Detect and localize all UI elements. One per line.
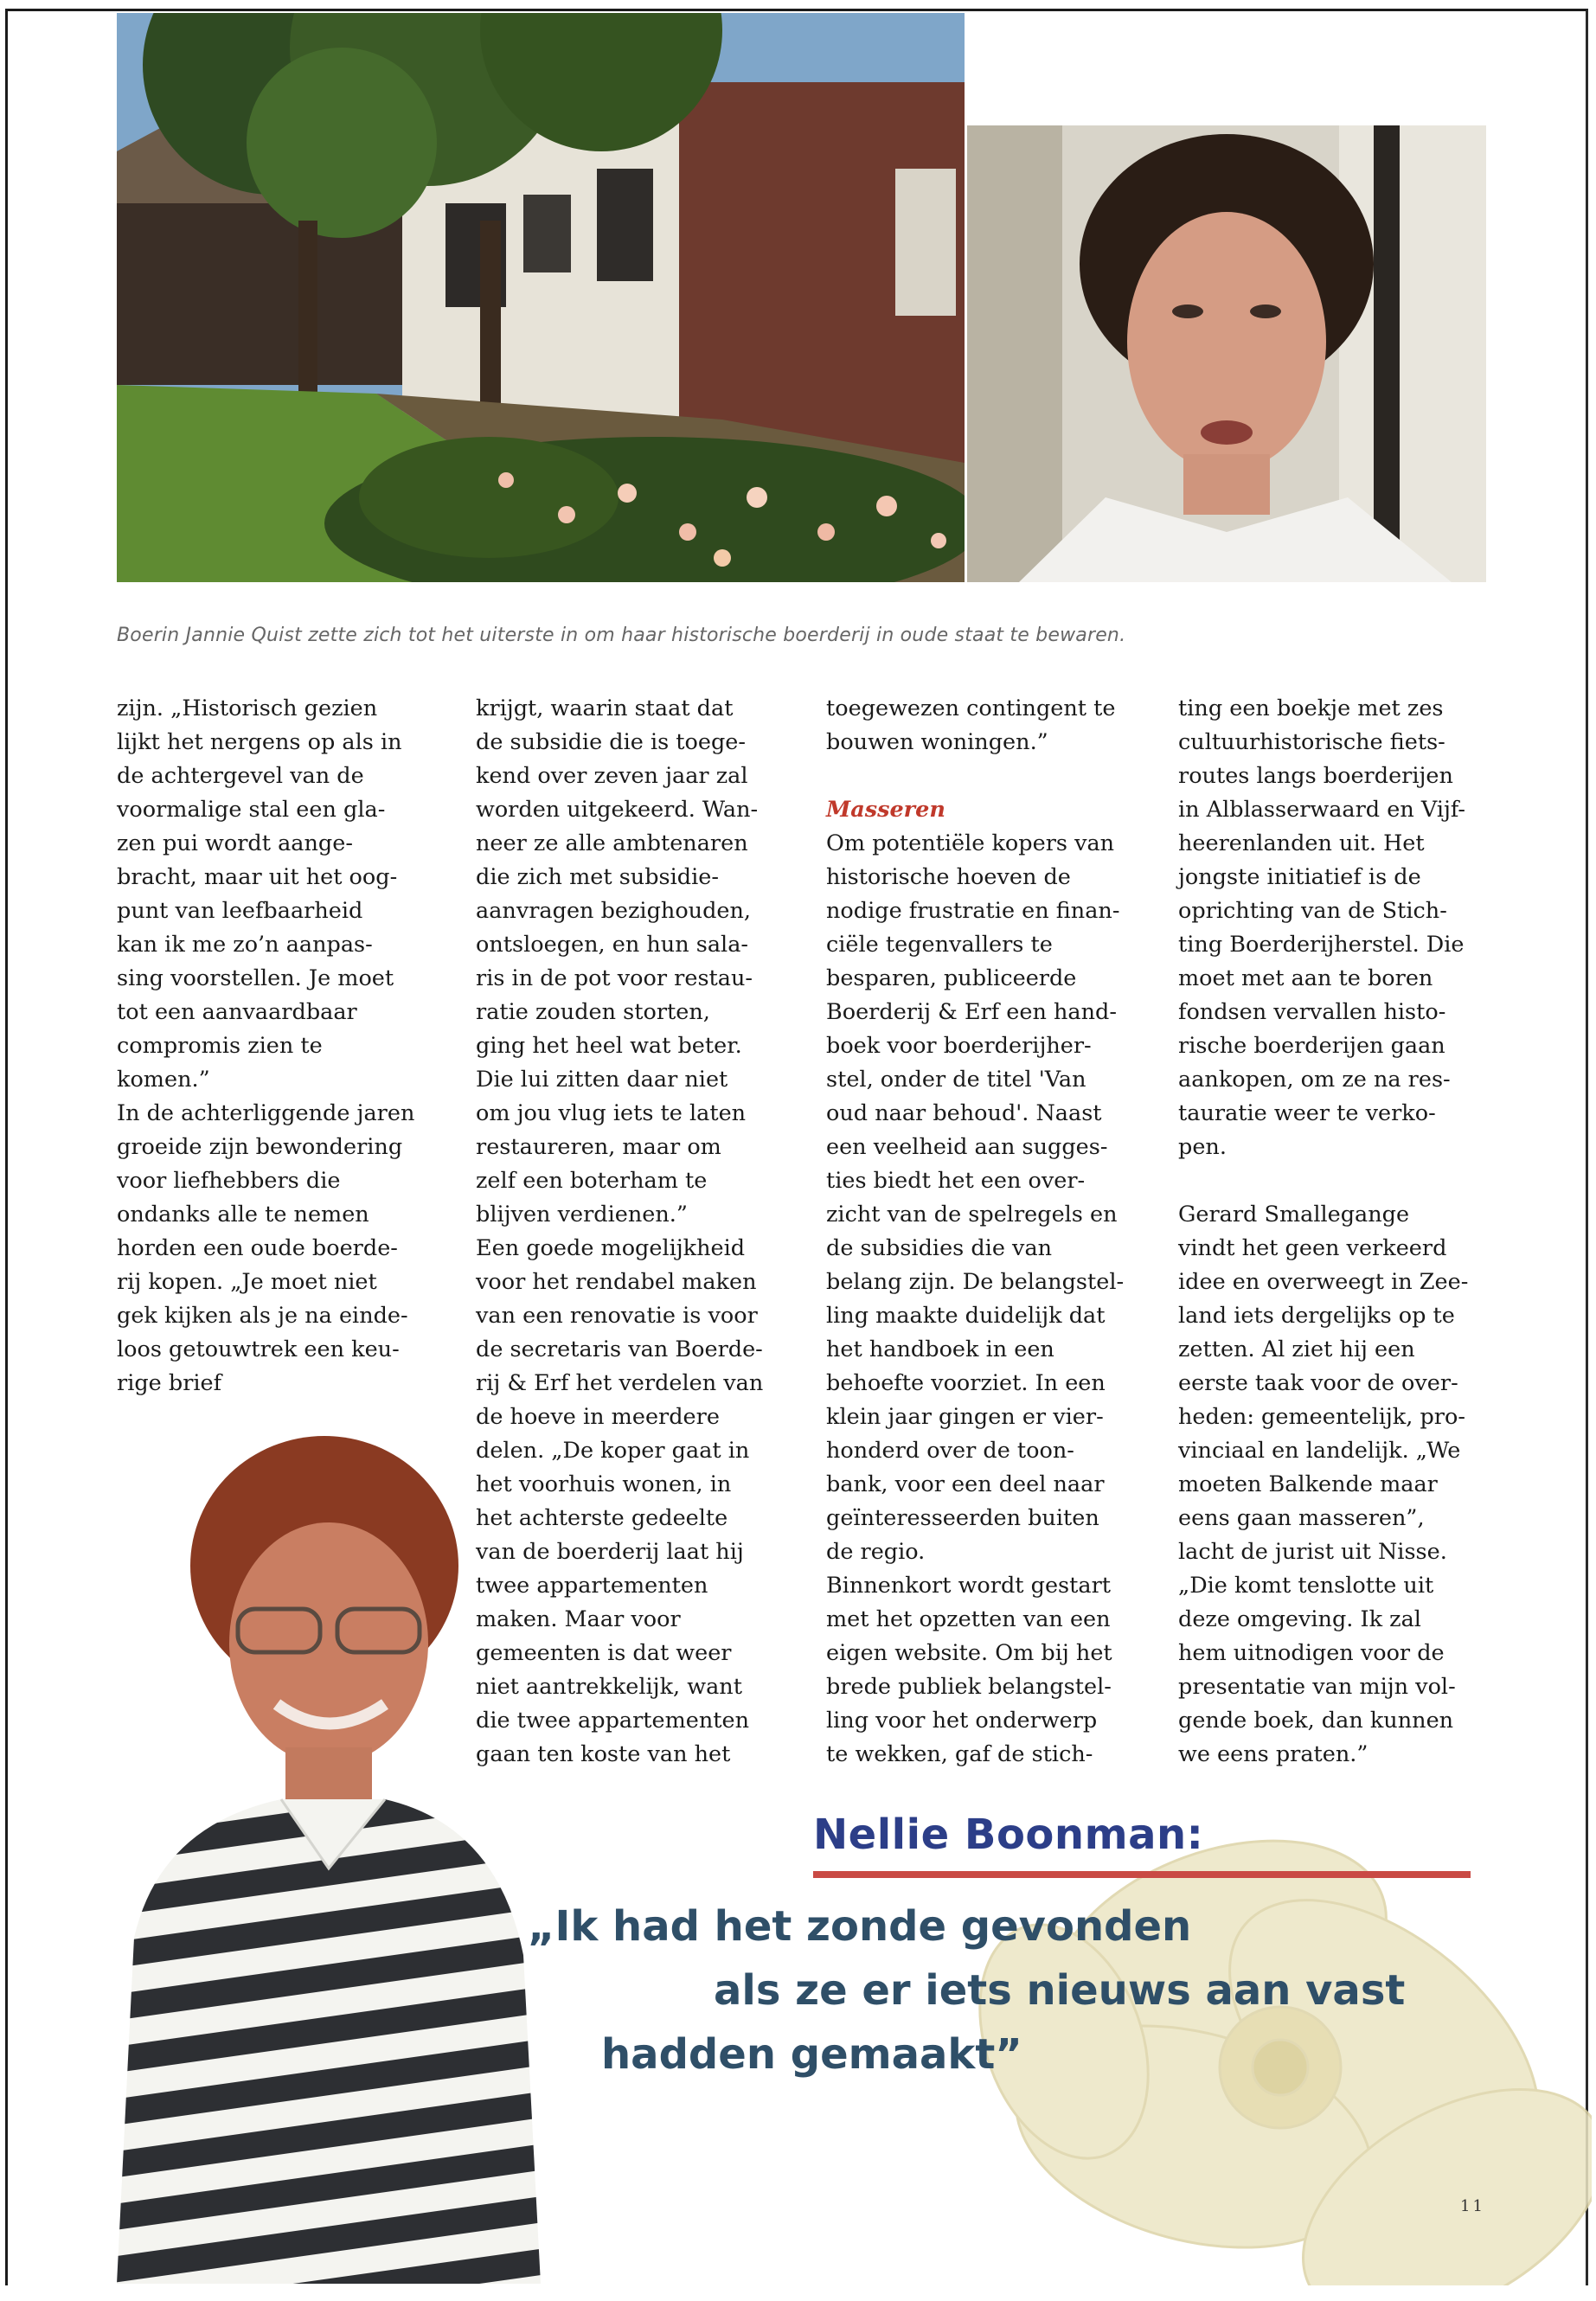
column-2-paragraph-2: Een goede mogelijkheid voor het rendabel maken van een renovatie is voor de secretaris van Boerde- rij & Erf het verdelen van de hoeve in meerdere delen. „De koper gaat in het voorhuis wonen, in het achterste gedeelte van de boerderij laat hij twee appartementen maken. Maar voor gemeenten is dat weer niet aantrekkelijk, want die twee appartementen gaan ten koste van het — [476, 1235, 764, 1767]
article-column-4 — [1178, 692, 1485, 1772]
column-1-paragraph-2: In de achterliggende jaren groeide zijn bewondering voor liefhebbers die ondanks alle te nemen horden een oude boerde- rij kopen. „Je moet niet gek kijken als je na einde- loos getouwtrek een keu- rige brief — [117, 1100, 415, 1396]
pullquote-name: Nellie Boonman: — [813, 1811, 1204, 1859]
subheading-masseren: Masseren — [826, 797, 945, 823]
column-3-paragraph-3: Binnenkort wordt gestart met het opzetten van een eigen website. Om bij het brede publiek belangstel- ling voor het onderwerp te wekken, gaf de stich- — [826, 1573, 1112, 1767]
farmhouse-garden-photo — [117, 13, 965, 582]
pullquote-line-3: hadden gemaakt” — [601, 2030, 1022, 2079]
column-2-paragraph-1: krijgt, waarin staat dat de subsidie die is toege- kend over zeven jaar zal worden uitgekeerd. Wan- neer ze alle ambtenaren die zich met subsidie- aanvragen bezighouden, ontsloegen, en hun sala- ris in de pot voor restau- ratie zouden storten, ging het heel wat beter. Die lui zitten daar niet om jou vlug iets te laten restaureren, maar om zelf een boterham te blijven verdienen.” — [476, 695, 759, 1227]
pullquote-text — [528, 1894, 1522, 2086]
column-3-paragraph-2: Om potentiële kopers van historische hoeven de nodige frustratie en finan- ciële tegenvallers te besparen, publiceerde Boerderij & Erf een hand- boek voor boerderijher- stel, onder de titel 'Van oud naar behoud'. Naast een veelheid aan sugges- ties biedt het een over- zicht van de spelregels en de subsidies die van belang zijn. De belangstel- ling maakte duidelijk dat het handboek in een behoefte voorziet. In een klein jaar gingen er vier- honderd over de toon- bank, voor een deel naar geïnteresseerden buiten de regio. — [826, 830, 1125, 1565]
article-column-3 — [826, 692, 1133, 1772]
pullquote-rule — [813, 1871, 1471, 1878]
pullquote-line-1: „Ik had het zonde gevonden — [528, 1902, 1192, 1951]
article-column-1 — [117, 692, 424, 1400]
column-1-paragraph-1: zijn. „Historisch gezien lijkt het nergens op als in de achtergevel van de voormalige stal een gla- zen pui wordt aange- bracht, maar uit het oog- punt van leefbaarheid kan ik me zo’n aanpas- sing voorstellen. Je moet tot een aanvaardbaar compromis zien te komen.” — [117, 695, 402, 1093]
column-4-paragraph-2: Gerard Smallegange vindt het geen verkeerd idee en overweegt in Zee- land iets dergelijks op te zetten. Al ziet hij een eerste taak voor de over- heden: gemeentelijk, pro- vinciaal en landelijk. „We moeten Balkende maar eens gaan masseren”, lacht de jurist uit Nisse. „Die komt tenslotte uit deze omgeving. Ik zal hem uitnodigen voor de presentatie van mijn vol- gende boek, dan kunnen we eens praten.” — [1178, 1202, 1469, 1767]
page-number: 11 — [1460, 2197, 1485, 2215]
pullquote-line-2: als ze er iets nieuws aan vast — [714, 1966, 1406, 2015]
photo-caption: Boerin Jannie Quist zette zich tot het uiterste in om haar historische boerderij in oude staat te bewaren. — [117, 625, 1126, 646]
portrait-photo-jannie-quist — [967, 125, 1486, 582]
paragraph-gap — [1178, 1164, 1485, 1198]
paragraph-gap — [826, 760, 1133, 793]
portrait-photo-nellie-boonman — [108, 1419, 549, 2284]
column-4-paragraph-1: ting een boekje met zes cultuurhistorische fiets- routes langs boerderijen in Alblasserwaard en Vijf- heerenlanden uit. Het jongste initiatief is de oprichting van de Stich- ting Boerderijherstel. Die moet met aan te boren fondsen vervallen histo- rische boerderijen gaan aankopen, om ze na res- tauratie weer te verko- pen. — [1178, 695, 1466, 1160]
column-3-paragraph-1: toegewezen contingent te bouwen woningen.” — [826, 695, 1116, 755]
